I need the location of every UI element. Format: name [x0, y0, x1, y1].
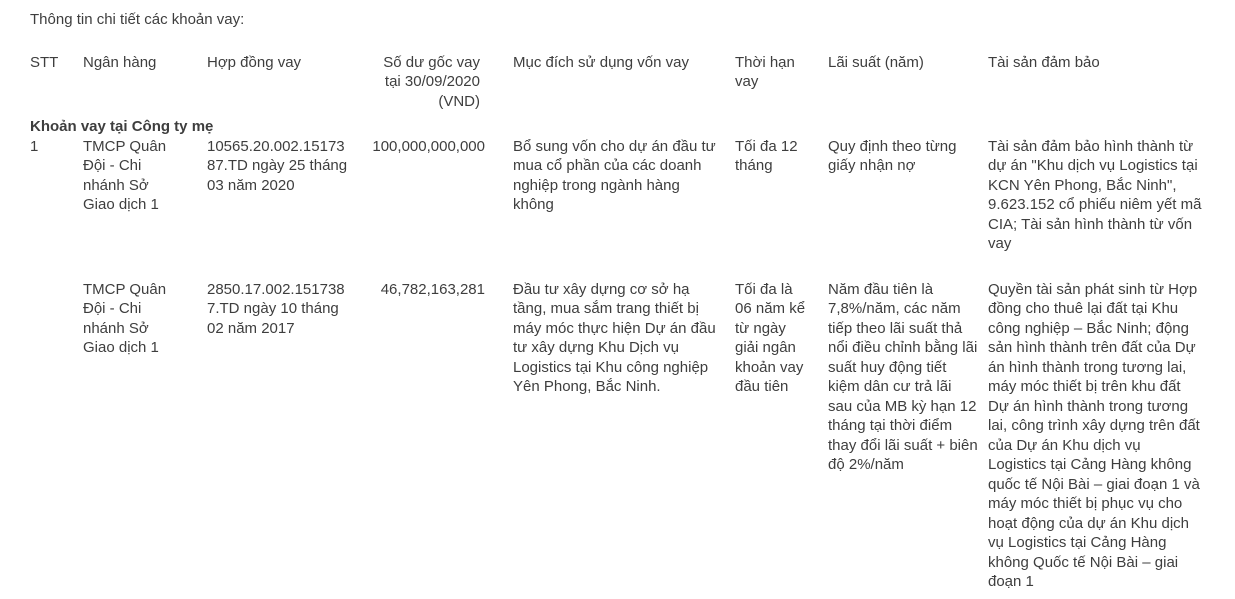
- table-row: [30, 137, 1213, 280]
- col-header-collateral: Tài sản đảm bảo: [988, 53, 1100, 71]
- col-header-term: Thời hạn vay: [735, 53, 795, 90]
- cell-stt: [30, 280, 83, 592]
- cell-collateral: Quyền tài sản phát sinh từ Hợp đồng cho thuê lại đất tại Khu công nghiệp – Bắc Ninh; động sản hình thành trên đất của Dự án hình thành trong tương lai, máy móc thiết bị trên khu đất Dự án hình thành trong tương lai, công trình xây dựng trên đất của Dự án Khu dịch vụ Logistics tại Cảng Hàng không quốc tế Nội Bài – giai đoạn 1 và máy móc thiết bị phục vụ cho hoạt động của dự án Khu dịch vụ Logistics tại Cảng Hàng không Quốc tế Nội Bài – giai đoạn 1: [988, 280, 1200, 590]
- cell-bank: TMCP Quân Đội - Chi nhánh Sở Giao dịch 1: [83, 137, 167, 213]
- col-header-contract: Hợp đồng vay: [207, 53, 302, 71]
- table-header-row: [30, 53, 1213, 118]
- page-title: Thông tin chi tiết các khoản vay:: [30, 11, 245, 28]
- cell-term: Tối đa 12 tháng: [735, 137, 798, 174]
- section-header-row: [30, 117, 1213, 137]
- cell-balance: 46,782,163,281: [380, 280, 485, 298]
- cell-collateral: Tài sản đảm bảo hình thành từ dự án "Khu dịch vụ Logistics tại KCN Yên Phong, Bắc Ninh", 9.623.152 cổ phiếu niêm yết mã CIA; Tài sản hình thành từ vốn vay: [988, 137, 1202, 252]
- cell-contract: 10565.20.002.15173 87.TD ngày 25 tháng 03 năm 2020: [207, 137, 348, 194]
- section-header: Khoản vay tại Công ty mẹ: [30, 118, 214, 135]
- cell-bank: TMCP Quân Đội - Chi nhánh Sở Giao dịch 1: [83, 280, 167, 356]
- cell-rate: Năm đầu tiên là 7,8%/năm, các năm tiếp theo lãi suất thả nổi điều chỉnh bằng lãi suất huy động tiết kiệm dân cư trả lãi sau của MB kỳ hạn 12 tháng tại thời điểm thay đổi lãi suất + biên độ 2%/năm: [828, 280, 978, 473]
- col-header-purpose: Mục đích sử dụng vốn vay: [513, 53, 689, 71]
- loans-table: [30, 53, 1213, 592]
- col-header-rate: Lãi suất (năm): [828, 53, 924, 71]
- cell-purpose: Đầu tư xây dựng cơ sở hạ tầng, mua sắm trang thiết bị máy móc thực hiện Dự án đầu tư xây dựng Khu Dịch vụ Logistics tại Khu công nghiệp Yên Phong, Bắc Ninh.: [513, 280, 716, 395]
- col-header-stt: STT: [30, 53, 59, 71]
- cell-purpose: Bổ sung vốn cho dự án đầu tư mua cổ phần của các doanh nghiệp trong ngành hàng không: [513, 137, 716, 213]
- cell-term: Tối đa là 06 năm kể từ ngày giải ngân khoản vay đầu tiên: [735, 280, 806, 395]
- col-header-bank: Ngân hàng: [83, 53, 157, 71]
- cell-rate: Quy định theo từng giấy nhận nợ: [828, 137, 957, 174]
- cell-balance: 100,000,000,000: [372, 137, 485, 155]
- cell-stt: 1: [30, 137, 39, 155]
- cell-contract: 2850.17.002.151738 7.TD ngày 10 tháng 02 năm 2017: [207, 280, 345, 337]
- table-row: [30, 280, 1213, 592]
- col-header-balance: Số dư gốc vay tại 30/09/2020 (VND): [383, 53, 480, 110]
